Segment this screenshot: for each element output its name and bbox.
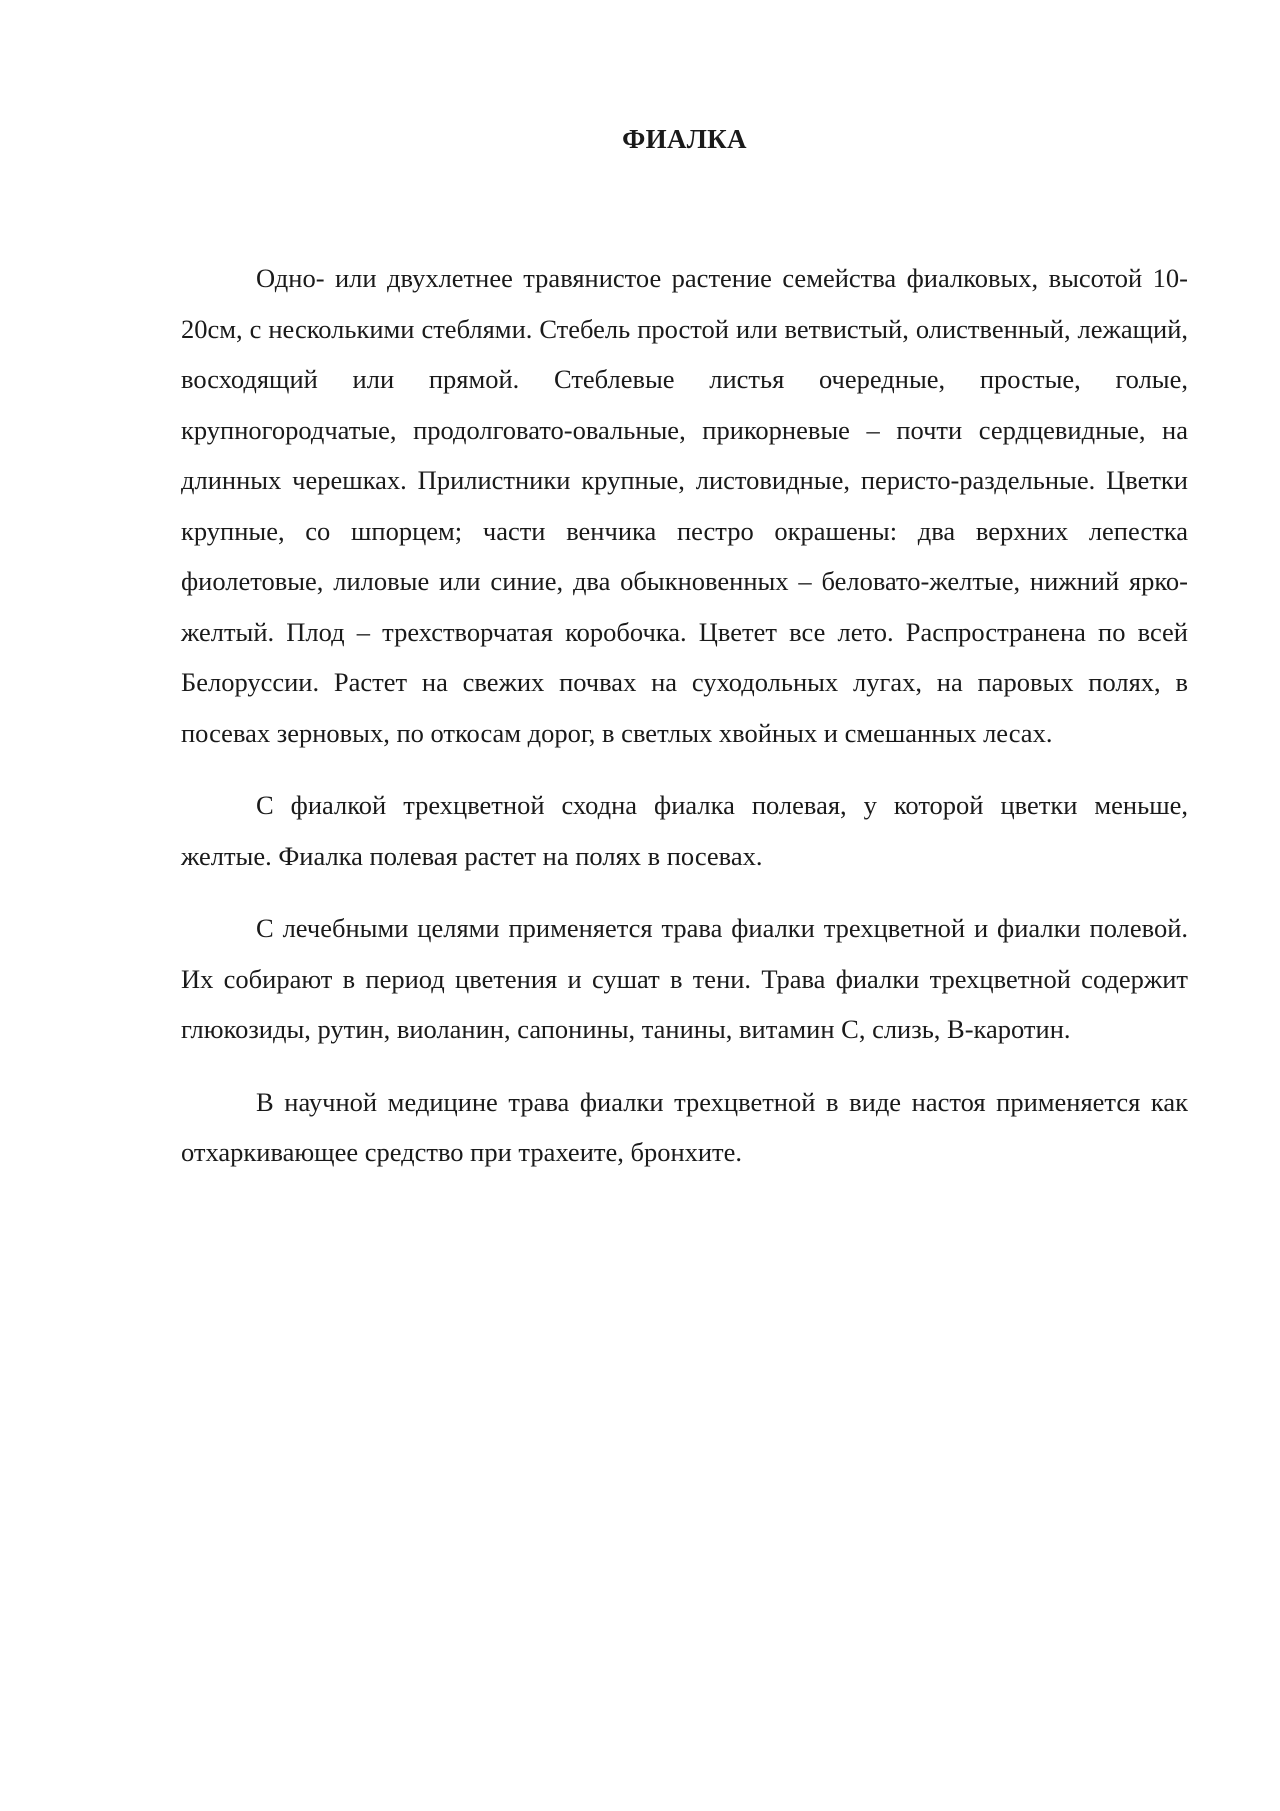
paragraph-field-violet: С фиалкой трехцветной сходна фиалка полевая, у которой цветки меньше, желтые. Фиалка полевая растет на полях в посевах. [181, 790, 1188, 871]
document-title: ФИАЛКА [622, 124, 747, 154]
document-body [181, 253, 1188, 1200]
paragraph-medicinal-use: С лечебными целями применяется трава фиалки трехцветной и фиалки полевой. Их собирают в период цветения и сушат в тени. Трава фиалки трехцветной содержит глюкозиды, рутин, виоланин, сапонины, танины, витамин С, слизь, В-каротин. [181, 913, 1188, 1044]
paragraph-scientific-medicine: В научной медицине трава фиалки трехцветной в виде настоя применяется как отхаркивающее средство при трахеите, бронхите. [181, 1086, 1188, 1167]
paragraph-description: Одно- или двухлетнее травянистое растение семейства фиалковых, высотой 10-20см, с несколькими стеблями. Стебель простой или ветвистый, олиственный, лежащий, восходящий или прямой. Стеблевые листья очередные, простые, голые, крупногородчатые, продолговато-овальные, прикорневые – почти сердцевидные, на длинных черешках. Прилистники крупные, листовидные, перисто-раздельные. Цветки крупные, со шпорцем; части венчика пестро окрашены: два верхних лепестка фиолетовые, лиловые или синие, два обыкновенных – беловато-желтые, нижний ярко-желтый. Плод – трехстворчатая коробочка. Цветет все лето. Распространена по всей Белоруссии. Растет на свежих почвах на суходольных лугах, на паровых полях, в посевах зерновых, по откосам дорог, в светлых хвойных и смешанных лесах. [181, 263, 1188, 748]
